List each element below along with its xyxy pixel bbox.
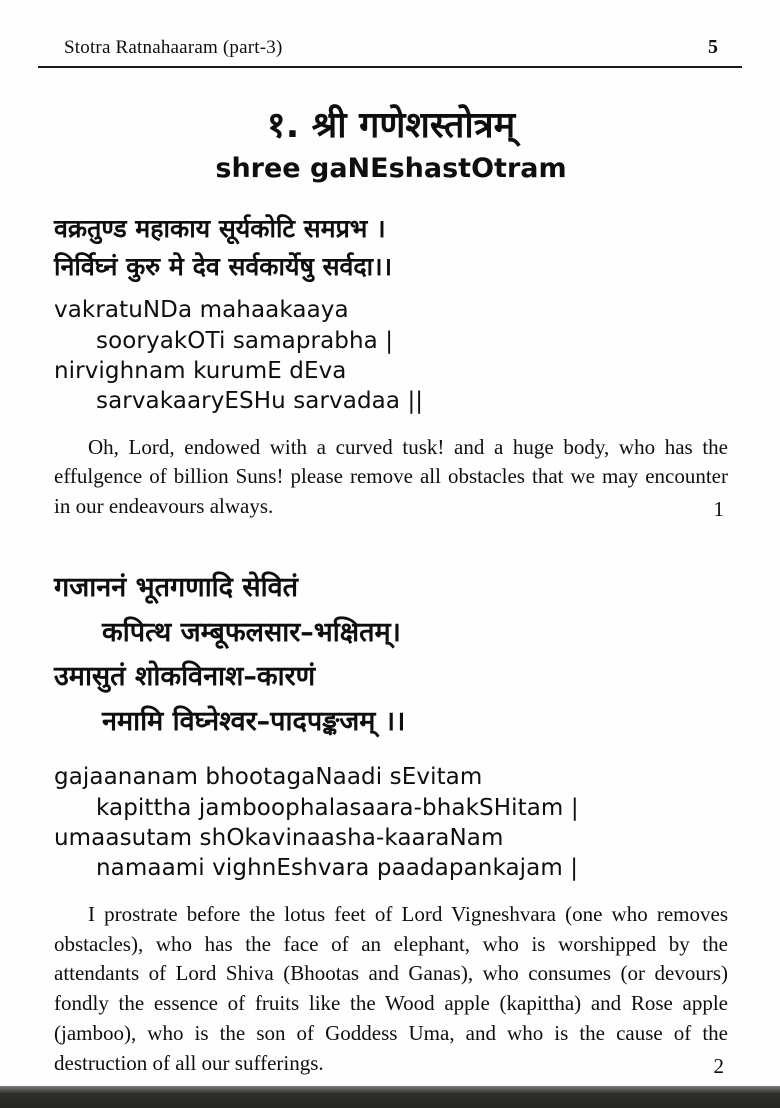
verse2-devanagari-line4: नमामि विघ्नेश्वर–पादपङ्कजम् ।।	[102, 705, 406, 737]
page-header	[40, 36, 740, 59]
scan-edge-artifact	[0, 1086, 780, 1108]
verse2-devanagari-line3: उमासुतं शोकविनाश–कारणं	[54, 661, 316, 693]
verse1-translation	[54, 433, 728, 522]
verse2-translation-text: I prostrate before the lotus feet of Lord Vigneshvara (one who removes obstacles), who has the face of an elephant, who is worshipped by the attendants of Lord Shiva (Bhootas and Ganas), who consumes (or devours) fondly the essence of fruits like the Wood apple (kapittha) and Rose apple (jamboo), who is the son of Goddess Uma, and who is the cause of the destruction of all our sufferings.	[54, 901, 728, 1075]
verse1-translit-line4: sarvakaaryESHu sarvadaa ||	[96, 388, 424, 415]
verse1-number: 1	[704, 497, 725, 522]
verse1-translit-line2: sooryakOTi samaprabha |	[96, 327, 394, 354]
verse2-transliteration	[54, 762, 728, 883]
verse2-translit-line3: umaasutam shOkavinaasha-kaaraNam	[54, 824, 504, 851]
verse1-devanagari-line2: निर्विघ्नं कुरु मे देव सर्वकार्येषु सर्वदा।।	[54, 251, 393, 281]
verse1-devanagari	[54, 210, 728, 285]
page-content	[54, 90, 728, 1079]
section-gap	[54, 522, 728, 566]
running-header-title: Stotra Ratnahaaram (part-3)	[64, 37, 283, 58]
verse2-number: 2	[704, 1054, 725, 1079]
verse2-devanagari	[54, 566, 728, 744]
verse1-translit-line3: nirvighnam kurumE dEva	[54, 357, 347, 384]
verse2-devanagari-line2: कपित्थ जम्बूफलसार–भक्षितम्।	[102, 616, 401, 648]
verse1-devanagari-line1: वक्रतुण्ड महाकाय सूर्यकोटि समप्रभ ।	[54, 214, 386, 244]
verse2-translit-line1: gajaananam bhootagaNaadi sEvitam	[54, 764, 483, 791]
verse2-devanagari-line1: गजाननं भूतगणादि सेवितं	[54, 572, 299, 604]
small-gap	[54, 744, 728, 752]
verse2-translation	[54, 900, 728, 1079]
page-number: 5	[708, 36, 718, 58]
stotra-title-devanagari: १. श्री गणेशस्तोत्रम्	[266, 105, 516, 146]
verse1-translation-text: Oh, Lord, endowed with a curved tusk! and a huge body, who has the effulgence of billion Suns! please remove all obstacles that we may encounter in our endeavours always.	[54, 434, 728, 519]
verse1-transliteration	[54, 295, 728, 416]
verse2-translit-line2: kapittha jamboophalasaara-bhakSHitam |	[96, 794, 579, 821]
header-rule	[38, 66, 742, 68]
verse2-translit-line4: namaami vighnEshvara paadapankajam |	[96, 855, 579, 882]
stotra-title-transliteration: shree gaNEshastOtram	[215, 153, 567, 185]
verse1-translit-line1: vakratuNDa mahaakaaya	[54, 297, 349, 324]
